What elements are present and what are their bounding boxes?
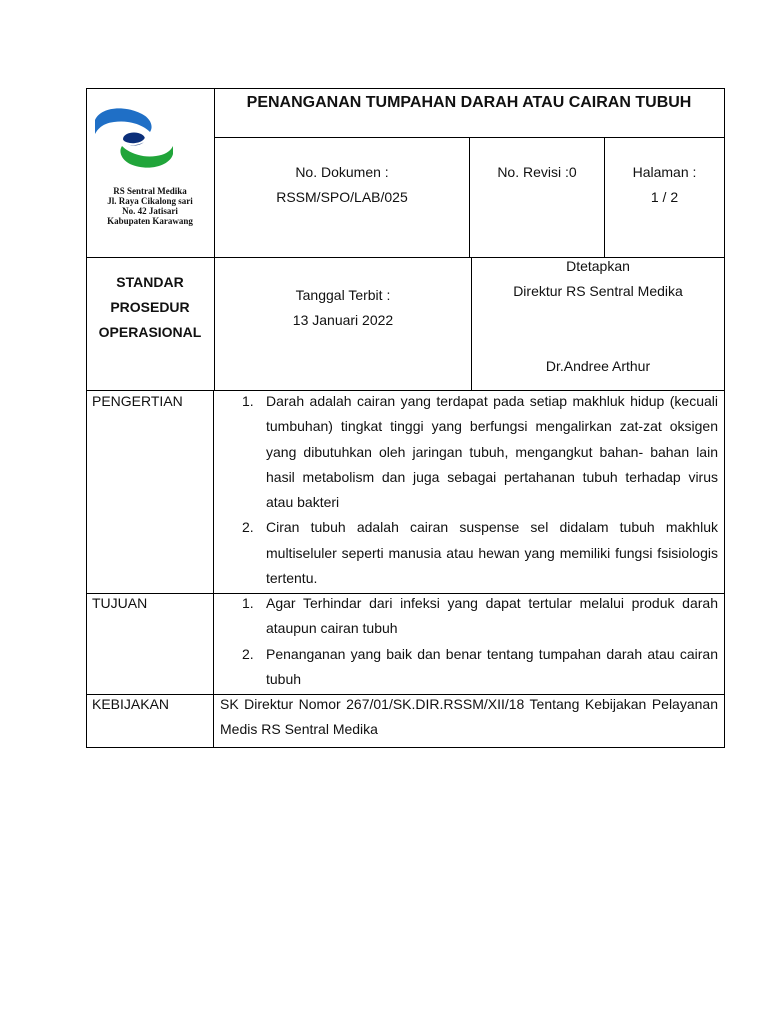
list-text: Penanganan yang baik dan benar tentang tumpahan darah atau cairan tubuh [266,645,718,687]
tanggal-terbit-label: Tanggal Terbit : [295,287,391,303]
no-revisi: No. Revisi :0 [497,164,577,180]
tanggal-terbit-value: 13 Januari 2022 [292,312,394,328]
sop-label [86,270,214,345]
list-text: Darah adalah cairan yang terdapat pada setiap makhluk hidup (kecuali tumbuhan) tingkat tinggi yang berfungsi mengalirkan zat-zat oksigen yang dibutuhkan oleh jaringan tubuh, mengangkut bahan- bahan lain hasil metabolism dan juga sebagai pertahanan tubuh terhadap virus atau bakteri [266,393,718,511]
list-number: 2. [242,645,254,662]
list-item [232,389,718,515]
list-number: 2. [242,519,254,536]
no-revisi-cell [470,160,604,185]
kebijakan-text: SK Direktur Nomor 267/01/SK.DIR.RSSM/XII/18 Tentang Kebijakan Pelayanan Medis RS Sentral Medika [220,696,718,737]
address-line-2: No. 42 Jatisari [122,206,178,216]
list-item [232,591,718,642]
list-text: Agar Terhindar dari infeksi yang dapat tertular melalui produk darah ataupun cairan tubuh [266,595,718,637]
halaman-cell [605,160,724,210]
no-dokumen-value: RSSM/SPO/LAB/025 [276,189,408,205]
direktur-title: Direktur RS Sentral Medika [513,283,683,299]
signer-name: Dr.Andree Arthur [545,358,651,374]
rs-sentral-medika-logo-icon [92,106,176,170]
list-item [232,642,718,693]
list-number: 1. [242,393,254,409]
list-item [232,515,718,591]
no-dokumen-cell [215,160,469,210]
sop-line-1: STANDAR [116,274,184,290]
ditetapkan-label: Dtetapkan [566,258,630,274]
tujuan-label: TUJUAN [92,595,148,611]
kebijakan-label: KEBIJAKAN [92,696,170,712]
halaman-label: Halaman : [632,164,697,180]
list-number: 1. [242,595,254,611]
sop-header-table [86,88,724,391]
tujuan-list [232,591,718,692]
no-dokumen-label: No. Dokumen : [295,164,389,180]
address-line-3: Kabupaten Karawang [107,216,193,226]
pengertian-label: PENGERTIAN [92,393,183,409]
tanggal-terbit-cell [215,283,471,333]
hospital-address [88,186,212,226]
sop-line-3: OPERASIONAL [98,324,202,340]
document-title: PENANGANAN TUMPAHAN DARAH ATAU CAIRAN TUBUH [246,94,692,111]
logo-cell [86,88,214,258]
list-text: Ciran tubuh adalah cairan suspense sel didalam tubuh makhluk multiseluler seperti manusia atau hewan yang memiliki fungsi fsisiologis tertentu. [266,519,718,587]
halaman-value: 1 / 2 [650,189,679,205]
sop-line-2: PROSEDUR [110,299,190,315]
pengertian-list [232,389,718,591]
address-line-1: Jl. Raya Cikalong sari [107,196,193,206]
hospital-name: RS Sentral Medika [113,186,187,196]
